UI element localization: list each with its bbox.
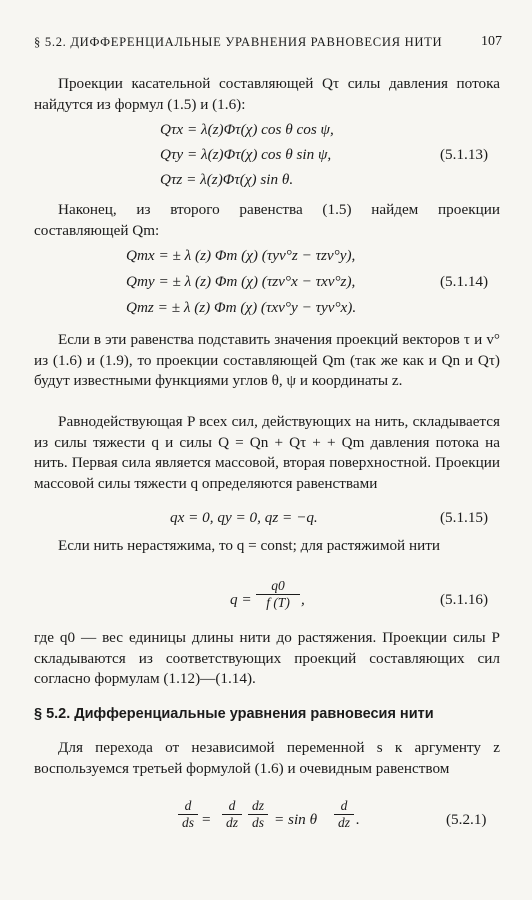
equation-number-5-1-13: (5.1.13) (440, 146, 489, 163)
fraction-numerator: dz (251, 798, 264, 813)
fraction-numerator: d (228, 798, 236, 813)
equation-5-2-1-frac-3 (248, 798, 268, 831)
equation-5-1-14-line-2: Qmy = ± λ (z) Φm (χ) (τzv°x − τxv°z), (126, 273, 356, 290)
equation-5-1-16-tail: , (301, 591, 305, 608)
paragraph-4: Равнодействующая P всех сил, действующих на нить, складывается из силы тяжести q и силы Q = Qn + Qτ + + Qm давления потока на нить. Первая сила является массовой, вторая поверхностной. Проекции массовой силы тяжести q определяются равенствами (34, 413, 500, 492)
equation-5-1-14-line-1: Qmx = ± λ (z) Φm (χ) (τyv°z − τzv°y), (126, 247, 356, 264)
equation-5-1-13-line-2: Qτy = λ(z)Φτ(χ) cos θ sin ψ, (160, 146, 332, 163)
equation-5-1-16-lhs: q = (230, 591, 252, 608)
running-header (34, 32, 502, 53)
equation-number-5-2-1: (5.2.1) (446, 811, 487, 828)
equation-number-5-1-16: (5.1.16) (440, 591, 489, 608)
equation-5-1-13-line-3: Qτz = λ(z)Φτ(χ) sin θ. (160, 171, 294, 188)
paragraph-6: где q0 — вес единицы длины нити до растяжения. Проекции силы P складываются из соответствующих проекций составляющих сил согласно формулам (1.12)—(1.14). (34, 629, 500, 687)
section-heading: § 5.2. Дифференциальные уравнения равновесия нити (34, 706, 434, 722)
equation-5-2-1-frac-2 (222, 798, 242, 831)
fraction-denominator: dz (337, 815, 350, 830)
page-number: 107 (481, 34, 502, 49)
fraction-numerator: d (340, 798, 348, 813)
fraction-denominator: ds (251, 815, 264, 830)
equation-5-2-1-tail: . (356, 811, 360, 828)
fraction-numerator: d (184, 798, 192, 813)
fraction-denominator: ds (181, 815, 194, 830)
paragraph-3: Если в эти равенства подставить значения проекций векторов τ и v° из (1.6) и (1.9), то проекции составляющей Qm (так же как и Qn и Qτ) будут известными функциями углов θ, ψ и координаты z. (34, 331, 500, 389)
paragraph-7: Для перехода от независимой переменной s к аргументу z воспользуемся третьей формулой (1.6) и очевидным равенством (34, 739, 500, 777)
paragraph-1: Проекции касательной составляющей Qτ силы давления потока найдутся из формул (1.5) и (1.6): (34, 75, 500, 113)
equation-5-2-1-sin-theta: = sin θ (274, 811, 318, 828)
equation-5-1-14-line-3: Qmz = ± λ (z) Φm (χ) (τxv°y − τyv°x). (126, 299, 357, 316)
fraction-denominator: dz (225, 815, 238, 830)
equation-5-2-1-equals-1: = (202, 811, 211, 828)
equation-5-1-16-fraction (256, 578, 300, 611)
equation-5-1-13-line-1: Qτx = λ(z)Φτ(χ) cos θ cos ψ, (160, 121, 334, 138)
equation-number-5-1-15: (5.1.15) (440, 509, 489, 526)
running-header-title: § 5.2. ДИФФЕРЕНЦИАЛЬНЫЕ УРАВНЕНИЯ РАВНОВЕСИЯ НИТИ (34, 35, 443, 49)
equation-number-5-1-14: (5.1.14) (440, 273, 489, 290)
equation-5-2-1-frac-4 (334, 798, 354, 831)
fraction-numerator: q0 (271, 578, 285, 593)
equation-5-2-1-frac-1 (178, 798, 198, 831)
fraction-denominator: f (T) (266, 595, 290, 610)
equation-5-1-15: qx = 0, qy = 0, qz = −q. (170, 509, 318, 526)
paragraph-5: Если нить нерастяжима, то q = const; для растяжимой нити (58, 537, 440, 554)
paragraph-2: Наконец, из второго равенства (1.5) найдем проекции составляющей Qm: (34, 201, 500, 239)
